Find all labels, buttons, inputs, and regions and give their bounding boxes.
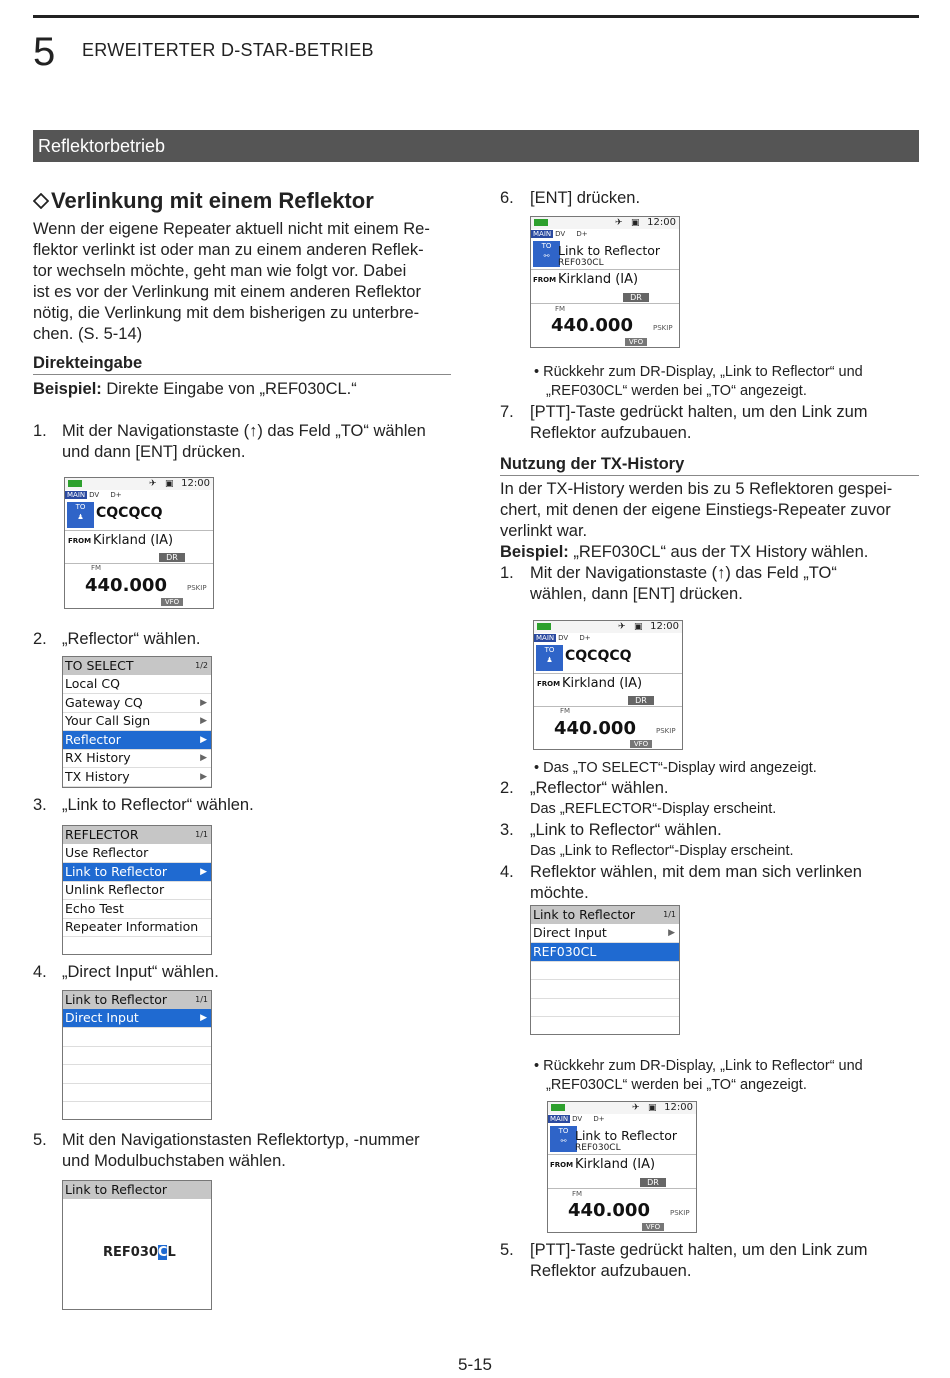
menu-item-label: Use Reflector: [65, 845, 149, 860]
step-item: [500, 188, 640, 209]
frequency: 440.000: [554, 718, 636, 739]
step-number: 6.: [500, 189, 514, 207]
chevron-right-icon: ▶: [200, 716, 207, 726]
pskip-label: PSKIP: [653, 324, 673, 332]
step-text: möchte.: [530, 884, 589, 902]
to-label: TO: [75, 503, 86, 511]
frequency: 440.000: [568, 1200, 650, 1221]
menu-item-selected[interactable]: [63, 863, 211, 882]
mode-row: [534, 633, 682, 643]
example-text: Direkte Eingabe von „REF030CL.“: [101, 380, 357, 398]
reflector-input-field[interactable]: [103, 1245, 176, 1260]
menu-item-label: RX History: [65, 750, 131, 765]
status-bar: [531, 217, 679, 229]
menu-empty-row: [531, 980, 679, 999]
gps-icon: ✈: [618, 622, 626, 632]
chevron-right-icon: ▶: [668, 928, 675, 938]
from-label: FROM: [68, 537, 92, 545]
intro-line: tor wechseln möchte, geht man wie folgt vor. Dabei: [33, 262, 407, 280]
step-text: Reflektor aufzubauen.: [530, 424, 692, 442]
step-text: und dann [ENT] drücken.: [62, 443, 246, 461]
step-text: „Reflector“ wählen.: [530, 779, 669, 797]
chevron-right-icon: ▶: [200, 698, 207, 708]
gps-icon: ✈: [632, 1103, 640, 1113]
menu-item-label: Direct Input: [65, 1010, 139, 1025]
intro-paragraph: [33, 219, 453, 345]
step-text: „Link to Reflector“ wählen.: [62, 796, 254, 814]
menu-empty-row: [63, 1028, 211, 1047]
status-bar: [534, 621, 682, 633]
to-sub-value: REF030CL: [575, 1143, 621, 1153]
step-text: Mit der Navigationstaste (↑) das Feld „TO“ wählen: [62, 422, 426, 440]
menu-empty-row: [63, 1083, 211, 1102]
menu-item-selected[interactable]: [63, 731, 211, 750]
battery-icon: [551, 1104, 565, 1111]
pskip-label: PSKIP: [656, 727, 676, 735]
menu-item-label: REF030CL: [533, 944, 597, 959]
menu-empty-row: [63, 1065, 211, 1084]
menu-item[interactable]: [63, 918, 211, 937]
note-line: • Rückkehr zum DR-Display, „Link to Reflector“ und: [534, 364, 863, 380]
from-value: Kirkland (IA): [558, 272, 639, 287]
step-number: 1.: [33, 422, 47, 440]
dr-badge: DR: [623, 293, 649, 302]
to-icon: TO ♟: [67, 502, 94, 528]
radio-screen-to-select: [62, 656, 212, 788]
step-item: [500, 862, 920, 904]
menu-item-label: Your Call Sign: [65, 713, 151, 728]
dr-badge: DR: [640, 1178, 666, 1187]
to-label: TO: [558, 1127, 569, 1135]
frequency: 440.000: [551, 315, 633, 336]
step-item: [500, 1240, 920, 1282]
radio-screen-dr-cq-2: [533, 620, 683, 750]
example-label: Beispiel:: [500, 543, 569, 561]
note-line: „REF030CL“ werden bei „TO“ angezeigt.: [546, 1077, 807, 1093]
intro-line: chen. (S. 5-14): [33, 325, 143, 343]
step-text: „Direct Input“ wählen.: [62, 963, 219, 981]
from-value: Kirkland (IA): [562, 676, 643, 691]
pskip-label: PSKIP: [187, 584, 207, 592]
dv-label: DV: [558, 634, 569, 642]
step-number: 1.: [500, 564, 514, 582]
step-number: 7.: [500, 403, 514, 421]
menu-item-label: Repeater Information: [65, 919, 199, 934]
radio-screen-link-history: [530, 905, 680, 1035]
dplus-label: D+: [110, 491, 122, 499]
menu-item-label: Gateway CQ: [65, 695, 143, 710]
clock: 12:00: [664, 1102, 693, 1113]
menu-item-label: Echo Test: [65, 901, 124, 916]
menu-item[interactable]: [63, 768, 211, 787]
step-item: [500, 820, 722, 841]
example-line: [500, 542, 868, 563]
clock: 12:00: [650, 621, 679, 632]
to-sub-value: REF030CL: [558, 258, 604, 268]
menu-empty-row: [531, 961, 679, 980]
to-icon: TO ⚯: [550, 1126, 577, 1152]
step-text: und Modulbuchstaben wählen.: [62, 1152, 286, 1170]
dr-badge: DR: [628, 696, 654, 705]
intro-line: In der TX-History werden bis zu 5 Reflektoren gespei-: [500, 480, 893, 498]
step-number: 2.: [33, 630, 47, 648]
input-value: REF030: [103, 1245, 158, 1260]
menu-item-label: TX History: [65, 769, 130, 784]
menu-page: 1/1: [195, 995, 208, 1004]
menu-title: Link to Reflector: [63, 991, 211, 1009]
menu-empty-row: [531, 998, 679, 1017]
menu-item[interactable]: [63, 675, 211, 694]
battery-icon: [68, 480, 82, 487]
to-label: TO: [544, 646, 555, 654]
step-subtext: Das „Link to Reflector“-Display erscheint.: [530, 843, 794, 859]
step-text: Reflektor wählen, mit dem man sich verlinken: [530, 863, 862, 881]
vfo-badge: VFO: [630, 740, 652, 748]
example-line: [33, 379, 357, 400]
menu-item[interactable]: [63, 694, 211, 713]
section-heading: [33, 187, 374, 216]
step-subtext: Das „REFLECTOR“-Display erscheint.: [530, 801, 777, 817]
step-item: [33, 1130, 453, 1172]
to-icon: TO ♟: [536, 645, 563, 671]
step-text: wählen, dann [ENT] drücken.: [530, 585, 743, 603]
intro-line: verlinkt war.: [500, 522, 588, 540]
radio-screen-direct-input: [62, 1180, 212, 1310]
chapter-number: 5: [33, 30, 56, 74]
section-bar: Reflektorbetrieb: [33, 130, 919, 162]
gps-icon: ✈: [615, 218, 623, 228]
input-value: L: [167, 1245, 176, 1260]
step-text: Mit den Navigationstasten Reflektortyp, -nummer: [62, 1131, 420, 1149]
sd-card-icon: ▣: [634, 622, 643, 632]
chevron-right-icon: ▶: [200, 753, 207, 763]
dr-badge: DR: [159, 553, 185, 562]
note-return-dr: [534, 363, 863, 401]
heading-text: Verlinkung mit einem Reflektor: [51, 188, 374, 213]
page-number: 5-15: [457, 1355, 493, 1374]
radio-screen-dr-cq: [64, 477, 214, 609]
intro-line: flektor verlinkt ist oder man zu einem anderen Reflek-: [33, 241, 424, 259]
radio-screen-dr-link-2: [547, 1101, 697, 1233]
dplus-label: D+: [576, 230, 588, 238]
fm-label: FM: [572, 1190, 583, 1198]
step-item: [500, 402, 920, 444]
clock: 12:00: [181, 478, 210, 489]
step-text: [PTT]-Taste gedrückt halten, um den Link zum: [530, 1241, 868, 1259]
from-value: Kirkland (IA): [575, 1157, 656, 1172]
step-text: Mit der Navigationstaste (↑) das Feld „TO“: [530, 564, 837, 582]
header-rule: [33, 15, 919, 18]
dv-label: DV: [89, 491, 100, 499]
fm-label: FM: [555, 305, 566, 313]
from-label: FROM: [537, 680, 561, 688]
mode-row: [548, 1114, 696, 1124]
main-badge: MAIN: [550, 1115, 569, 1123]
step-item: [33, 629, 200, 650]
step-text: Reflektor aufzubauen.: [530, 1262, 692, 1280]
menu-item-label: Reflector: [65, 732, 121, 747]
main-badge: MAIN: [67, 491, 86, 499]
input-cursor: C: [157, 1245, 168, 1260]
step-item: [500, 563, 920, 605]
menu-item[interactable]: [63, 749, 211, 768]
mode-row: [65, 490, 213, 500]
menu-item[interactable]: [63, 844, 211, 863]
chevron-right-icon: ▶: [200, 1013, 207, 1023]
to-icon: TO ⚯: [533, 241, 560, 267]
step-text: [PTT]-Taste gedrückt halten, um den Link zum: [530, 403, 868, 421]
status-bar: [548, 1102, 696, 1114]
subheading-direkteingabe: Direkteingabe: [33, 353, 451, 375]
mode-row: [531, 229, 679, 239]
dv-label: DV: [555, 230, 566, 238]
to-value: Link to Reflector: [558, 243, 661, 258]
chevron-right-icon: ▶: [200, 735, 207, 745]
radio-screen-dr-link: [530, 216, 680, 348]
fm-label: FM: [91, 564, 102, 572]
sd-card-icon: ▣: [648, 1103, 657, 1113]
main-badge: MAIN: [533, 230, 552, 238]
menu-item-label: Unlink Reflector: [65, 882, 165, 897]
from-label: FROM: [550, 1161, 574, 1169]
step-number: 4.: [500, 863, 514, 881]
sd-card-icon: ▣: [165, 479, 174, 489]
step-number: 4.: [33, 963, 47, 981]
menu-item-selected[interactable]: [63, 1009, 211, 1028]
to-label: TO: [541, 242, 552, 250]
to-value: CQCQCQ: [565, 648, 632, 664]
dplus-label: D+: [593, 1115, 605, 1123]
step-item: [33, 421, 453, 463]
menu-title: Link to Reflector: [531, 906, 679, 924]
step-number: 3.: [33, 796, 47, 814]
frequency: 440.000: [85, 575, 167, 596]
chapter-title: ERWEITERTER D-STAR-BETRIEB: [82, 40, 374, 60]
step-text: „Reflector“ wählen.: [62, 630, 201, 648]
note-line: „REF030CL“ werden bei „TO“ angezeigt.: [546, 383, 807, 399]
menu-item[interactable]: [63, 881, 211, 900]
menu-empty-row: [63, 1046, 211, 1065]
battery-icon: [534, 219, 548, 226]
diamond-outline-icon: [33, 188, 49, 216]
dplus-label: D+: [579, 634, 591, 642]
menu-item-label: Direct Input: [533, 925, 607, 940]
step-item: [33, 962, 219, 983]
step-number: 3.: [500, 821, 514, 839]
tx-history-intro: [500, 479, 920, 542]
step-text: [ENT] drücken.: [530, 189, 641, 207]
chevron-right-icon: ▶: [200, 867, 207, 877]
menu-title: Link to Reflector: [63, 1181, 211, 1199]
intro-line: Wenn der eigene Repeater aktuell nicht mit einem Re-: [33, 220, 430, 238]
clock: 12:00: [647, 217, 676, 228]
intro-line: ist es vor der Verlinkung mit einem anderen Reflektor: [33, 283, 421, 301]
to-value: CQCQCQ: [96, 505, 163, 521]
subheading-tx-history: Nutzung der TX-History: [500, 454, 919, 476]
gps-icon: ✈: [149, 479, 157, 489]
from-value: Kirkland (IA): [93, 533, 174, 548]
intro-line: nötig, die Verlinkung mit dem bisherigen zu unterbre-: [33, 304, 420, 322]
example-text: „REF030CL“ aus der TX History wählen.: [568, 543, 869, 561]
radio-screen-reflector: [62, 825, 212, 955]
intro-line: chert, mit denen der eigene Einstiegs-Repeater zuvor: [500, 501, 891, 519]
chevron-right-icon: ▶: [200, 772, 207, 782]
menu-title: REFLECTOR: [63, 826, 211, 844]
status-bar: [65, 478, 213, 490]
step-number: 2.: [500, 779, 514, 797]
vfo-badge: VFO: [161, 598, 183, 606]
menu-item-label: Local CQ: [65, 676, 120, 691]
menu-page: 1/2: [195, 661, 208, 670]
step-item: [500, 778, 668, 799]
note-return-dr-2: [534, 1057, 863, 1095]
menu-item[interactable]: [63, 900, 211, 919]
step-text: „Link to Reflector“ wählen.: [530, 821, 722, 839]
note-line: • Rückkehr zum DR-Display, „Link to Reflector“ und: [534, 1058, 863, 1074]
menu-page: 1/1: [663, 910, 676, 919]
main-badge: MAIN: [536, 634, 555, 642]
menu-item[interactable]: [63, 712, 211, 731]
note-to-select: • Das „TO SELECT“-Display wird angezeigt.: [534, 760, 817, 776]
menu-title: TO SELECT: [63, 657, 211, 675]
radio-screen-link-direct: [62, 990, 212, 1120]
vfo-badge: VFO: [625, 338, 647, 346]
step-item: [33, 795, 254, 816]
sd-card-icon: ▣: [631, 218, 640, 228]
fm-label: FM: [560, 707, 571, 715]
from-label: FROM: [533, 276, 557, 284]
menu-page: 1/1: [195, 830, 208, 839]
menu-item[interactable]: [531, 924, 679, 943]
to-value: Link to Reflector: [575, 1128, 678, 1143]
menu-item-label: Link to Reflector: [65, 864, 168, 879]
example-label: Beispiel:: [33, 380, 102, 398]
pskip-label: PSKIP: [670, 1209, 690, 1217]
step-number: 5.: [33, 1131, 47, 1149]
vfo-badge: VFO: [642, 1223, 664, 1231]
battery-icon: [537, 623, 551, 630]
dv-label: DV: [572, 1115, 583, 1123]
step-number: 5.: [500, 1241, 514, 1259]
menu-item-selected[interactable]: [531, 943, 679, 962]
